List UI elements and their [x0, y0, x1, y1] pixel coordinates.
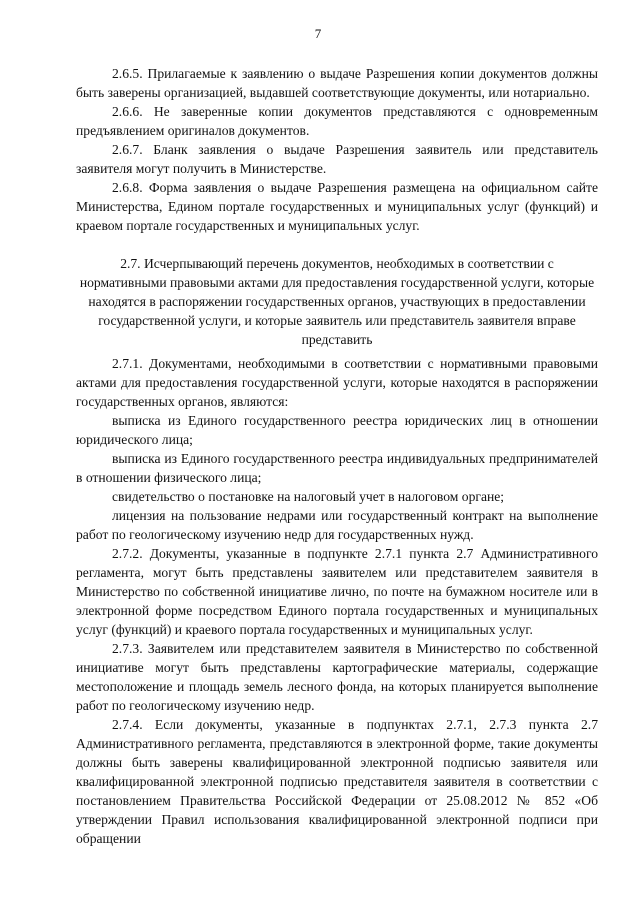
- section-heading-2-7: 2.7. Исчерпывающий перечень документов, необходимых в соответствии с нормативными правовыми актами для предоставления государственной услуги, которые находятся в распоряжении государственных органов, участвующих в предоставлении государственной услуги, и которые заявитель или представитель заявителя вправе представить: [79, 256, 595, 347]
- paragraph-2-7-2: 2.7.2. Документы, указанные в подпункте 2.7.1 пункта 2.7 Административного регламента, могут быть представлены заявителем или представителем заявителя в Министерство по собственной инициативе лично, по почте на бумажном носителе или в электронной форме посредством Единого портала государственных и муниципальных услуг (функций) и краевого портала государственных и муниципальных услуг.: [76, 546, 598, 637]
- paragraph-2-6-8: 2.6.8. Форма заявления о выдаче Разрешения размещена на официальном сайте Министерства, Едином портале государственных и муниципальных услуг (функций) и краевом портале государственных и муниципальных услуг.: [76, 180, 598, 233]
- paragraph-2-6-6: 2.6.6. Не заверенные копии документов представляются с одновременным предъявлением оригиналов документов.: [76, 104, 598, 138]
- list-item-tax-certificate: свидетельство о постановке на налоговый учет в налоговом органе;: [112, 489, 505, 504]
- paragraph-2-6-5: 2.6.5. Прилагаемые к заявлению о выдаче Разрешения копии документов должны быть заверены организацией, выдавшей соответствующие документы, или нотариально.: [76, 66, 598, 100]
- list-item-entrepreneur-extract: выписка из Единого государственного реестра индивидуальных предпринимателей в отношении физического лица;: [76, 451, 598, 485]
- list-item-legal-entity-extract: выписка из Единого государственного реестра юридических лиц в отношении юридического лица;: [76, 413, 598, 447]
- top-section: [76, 64, 598, 235]
- main-section: [76, 354, 598, 848]
- paragraph-2-7-3: 2.7.3. Заявителем или представителем заявителя в Министерство по собственной инициативе могут быть представлены картографические материалы, содержащие местоположение и площадь земель лесного фонда, на которых планируется выполнение работ по геологическому изучению недр.: [76, 641, 598, 713]
- paragraph-2-6-7: 2.6.7. Бланк заявления о выдаче Разрешения заявитель или представитель заявителя могут получить в Министерстве.: [76, 142, 598, 176]
- page-number: 7: [314, 26, 322, 41]
- paragraph-2-7-4: 2.7.4. Если документы, указанные в подпунктах 2.7.1, 2.7.3 пункта 2.7 Административного регламента, представляются в электронной форме, такие документы должны быть заверены квалифицированной электронной подписью заявителя или квалифицированной электронной подписью представителя заявителя в соответствии с постановлением Правительства Российской Федерации от 25.08.2012 № 852 «Об утверждении Правил использования квалифицированной электронной подписи при обращении: [76, 717, 598, 846]
- paragraph-2-7-1: 2.7.1. Документами, необходимыми в соответствии с нормативными правовыми актами для предоставления государственной услуги, которые находятся в распоряжении государственных органов, являются:: [76, 356, 598, 409]
- list-item-license: лицензия на пользование недрами или государственный контракт на выполнение работ по геологическому изучению недр для государственных нужд.: [76, 508, 598, 542]
